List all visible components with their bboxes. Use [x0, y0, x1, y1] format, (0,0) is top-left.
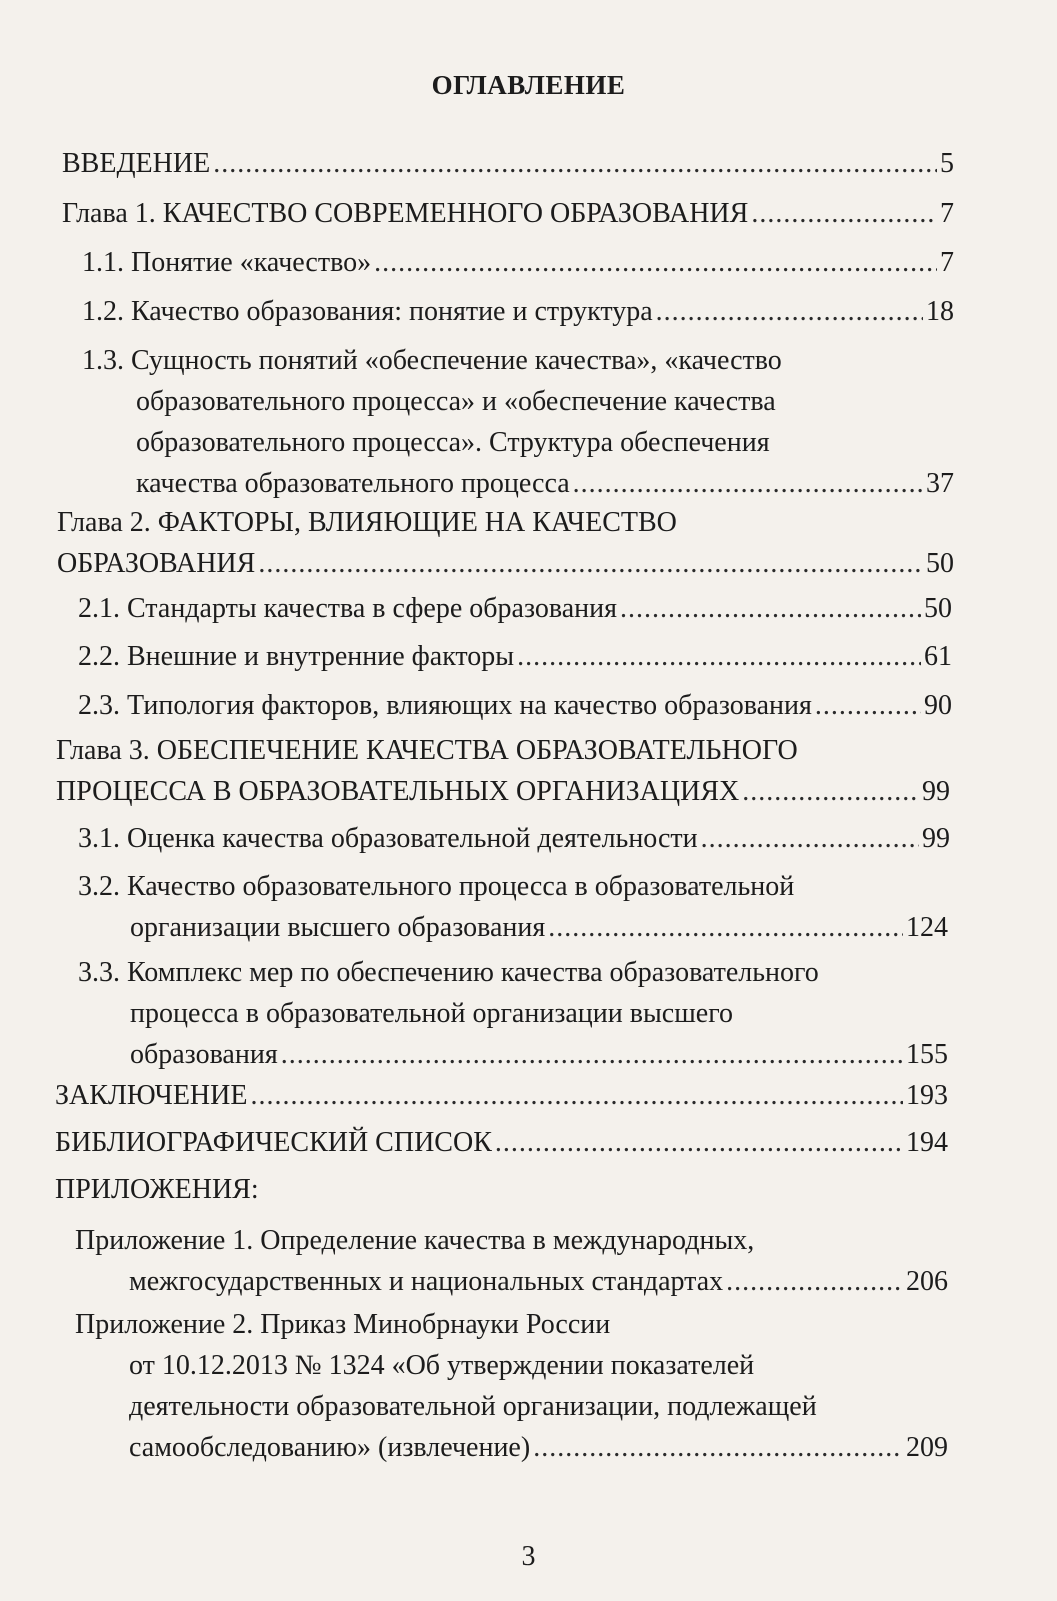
dot-leader: [573, 463, 923, 504]
toc-entry-text: Глава 3. ОБЕСПЕЧЕНИЕ КАЧЕСТВА ОБРАЗОВАТЕЛЬНОГО: [56, 735, 798, 766]
toc-entry-text: ПРИЛОЖЕНИЯ:: [55, 1174, 259, 1205]
toc-entry-introduction[interactable]: [62, 143, 954, 184]
toc-entry-chapter-1[interactable]: [62, 193, 954, 234]
toc-entry-appendix-2[interactable]: [75, 1304, 948, 1468]
toc-entry-text: процесса в образовательной организации высшего: [130, 998, 733, 1029]
toc-entry-text: образования: [130, 1039, 278, 1070]
toc-entry-text: Глава 2. ФАКТОРЫ, ВЛИЯЮЩИЕ НА КАЧЕСТВО: [57, 507, 677, 538]
toc-entry-text: качества образовательного процесса: [136, 468, 570, 499]
dot-leader: [656, 291, 923, 332]
toc-entry-section-1-1[interactable]: [82, 242, 954, 283]
toc-entry-chapter-2[interactable]: [57, 502, 954, 584]
toc-entry-appendix-1[interactable]: [75, 1220, 948, 1302]
toc-page-number: 209: [906, 1432, 948, 1463]
toc-entry-section-2-2[interactable]: [78, 636, 952, 677]
toc-entry-text: 2.2. Внешние и внутренние факторы: [78, 641, 515, 672]
toc-entry-text: образовательного процесса» и «обеспечение качества: [136, 386, 776, 417]
toc-page-number: 206: [906, 1266, 948, 1297]
toc-entry-text: деятельности образовательной организации, подлежащей: [129, 1391, 817, 1422]
toc-entry-section-1-3[interactable]: [82, 340, 954, 504]
dot-leader: [726, 1261, 903, 1302]
toc-title: ОГЛАВЛЕНИЕ: [431, 70, 626, 100]
toc-page-number: 5: [940, 148, 954, 179]
toc-entry-text: 3.2. Качество образовательного процесса в образовательной: [78, 871, 795, 902]
toc-page-number: 50: [926, 548, 954, 579]
dot-leader: [213, 143, 937, 184]
toc-entry-text: Приложение 2. Приказ Минобрнауки России: [75, 1309, 611, 1340]
dot-leader: [374, 242, 937, 283]
toc-page-number: 7: [940, 247, 954, 278]
toc-page-number: 194: [906, 1127, 948, 1158]
dot-leader: [548, 907, 903, 948]
toc-page-number: 61: [924, 641, 952, 672]
dot-leader: [517, 636, 921, 677]
toc-entry-text: 3.1. Оценка качества образовательной деятельности: [78, 823, 698, 854]
toc-entry-text: Приложение 1. Определение качества в международных,: [75, 1225, 755, 1256]
toc-entry-text: ВВЕДЕНИЕ: [62, 148, 211, 179]
toc-entry-text: 1.1. Понятие «качество»: [82, 247, 372, 278]
toc-page-number: 99: [922, 823, 950, 854]
toc-entry-bibliography[interactable]: [55, 1122, 948, 1163]
toc-page-number: 193: [906, 1080, 948, 1111]
dot-leader: [751, 193, 937, 234]
toc-entry-section-3-2[interactable]: [78, 866, 948, 948]
toc-page-number: 124: [906, 912, 948, 943]
toc-entry-section-2-3[interactable]: [78, 685, 952, 726]
toc-entry-section-3-3[interactable]: [78, 952, 948, 1075]
toc-entry-text: 2.3. Типология факторов, влияющих на качество образования: [78, 690, 812, 721]
toc-entry-text: от 10.12.2013 № 1324 «Об утверждении показателей: [129, 1350, 755, 1381]
toc-entry-text: ЗАКЛЮЧЕНИЕ: [55, 1080, 248, 1111]
toc-entry-text: ОБРАЗОВАНИЯ: [57, 548, 256, 579]
toc-entry-section-3-1[interactable]: [78, 818, 950, 859]
toc-page-number: 50: [924, 593, 952, 624]
toc-entry-text: 3.3. Комплекс мер по обеспечению качества образовательного: [78, 957, 819, 988]
toc-page-number: 99: [922, 776, 950, 807]
toc-entry-text: Глава 1. КАЧЕСТВО СОВРЕМЕННОГО ОБРАЗОВАНИЯ: [62, 198, 749, 229]
dot-leader: [620, 588, 921, 629]
toc-entry-text: самообследованию» (извлечение): [129, 1432, 531, 1463]
page-number: 3: [521, 1541, 536, 1572]
toc-page-number: 7: [940, 198, 954, 229]
dot-leader: [533, 1427, 903, 1468]
toc-entry-text: образовательного процесса». Структура обеспечения: [136, 427, 770, 458]
toc-entry-text: 1.2. Качество образования: понятие и структура: [82, 296, 653, 327]
dot-leader: [495, 1122, 903, 1163]
toc-page-number: 155: [906, 1039, 948, 1070]
toc-page-number: 37: [926, 468, 954, 499]
dot-leader: [742, 771, 919, 812]
toc-entry-text: 1.3. Сущность понятий «обеспечение качества», «качество: [82, 345, 782, 376]
toc-entry-conclusion[interactable]: [55, 1075, 948, 1116]
toc-page-number: 90: [924, 690, 952, 721]
dot-leader: [281, 1034, 903, 1075]
toc-entry-appendices[interactable]: [55, 1169, 948, 1210]
dot-leader: [701, 818, 919, 859]
dot-leader: [258, 543, 923, 584]
toc-entry-chapter-3[interactable]: [56, 730, 950, 812]
toc-page-number: 18: [926, 296, 954, 327]
toc-entry-text: организации высшего образования: [130, 912, 546, 943]
toc-entry-text: межгосударственных и национальных стандартах: [129, 1266, 724, 1297]
toc-entry-text: 2.1. Стандарты качества в сфере образования: [78, 593, 617, 624]
toc-entry-section-1-2[interactable]: [82, 291, 954, 332]
toc-entry-section-2-1[interactable]: [78, 588, 952, 629]
toc-entry-text: ПРОЦЕССА В ОБРАЗОВАТЕЛЬНЫХ ОРГАНИЗАЦИЯХ: [56, 776, 740, 807]
toc-entry-text: БИБЛИОГРАФИЧЕСКИЙ СПИСОК: [55, 1127, 492, 1158]
dot-leader: [250, 1075, 903, 1116]
dot-leader: [815, 685, 921, 726]
